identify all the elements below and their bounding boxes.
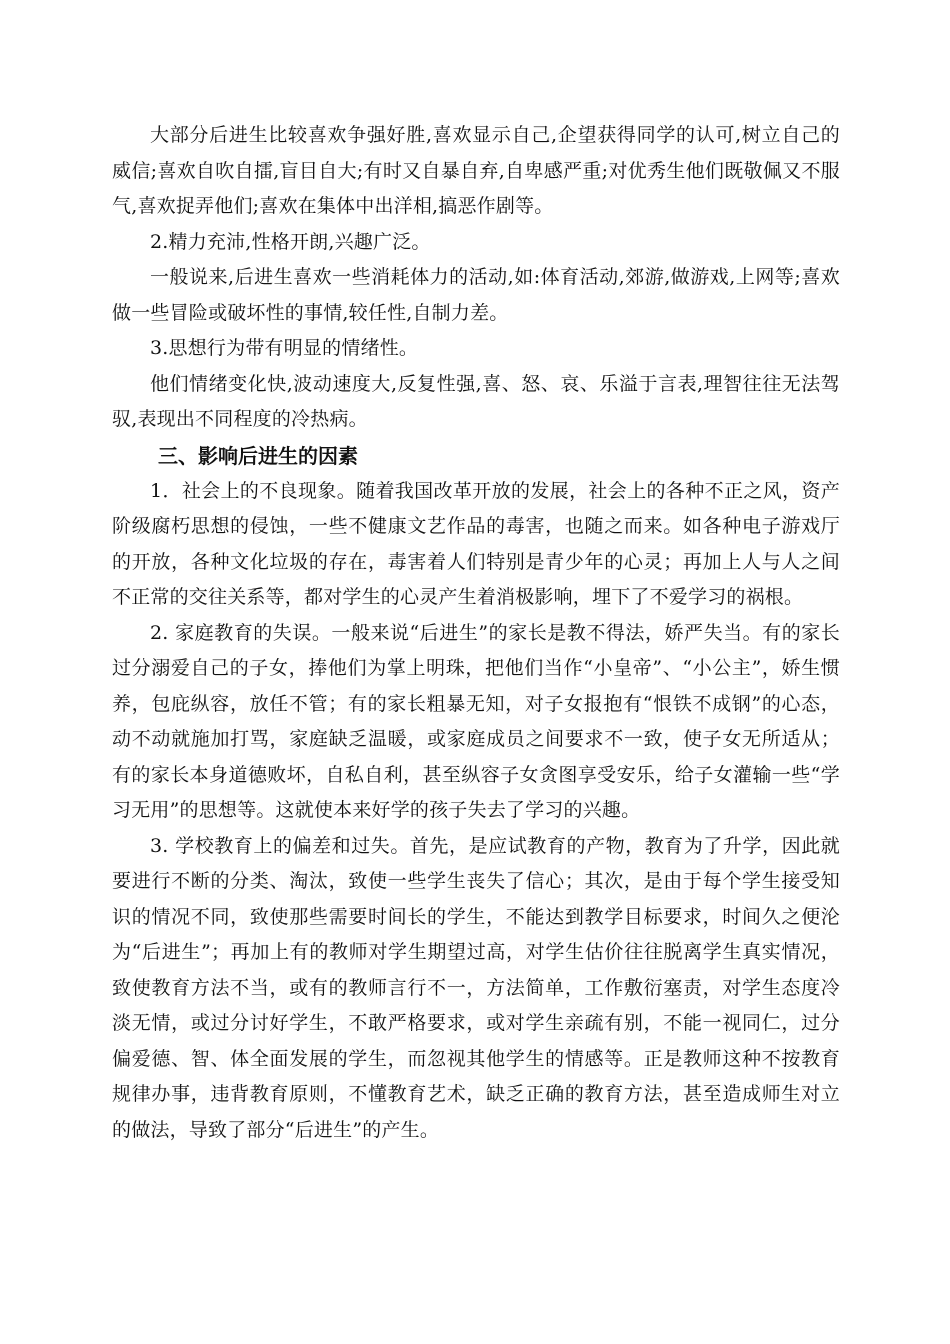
- paragraph-point-3-title: 3.思想行为带有明显的情绪性。: [150, 337, 419, 359]
- paragraph-point-3-body: 他们情绪变化快,波动速度大,反复性强,喜、怒、哀、乐溢于言表,理智往往无法驾驭,表现出不同程度的冷热病。: [112, 372, 840, 430]
- section-heading: 三、影响后进生的因素: [158, 443, 358, 468]
- document-page: [112, 118, 840, 1148]
- paragraph-traits-summary: 大部分后进生比较喜欢争强好胜,喜欢显示自己,企望获得同学的认可,树立自己的威信;喜欢自吹自擂,盲目自大;有时又自暴自弃,自卑感严重;对优秀生他们既敬佩又不服气,喜欢捉弄他们;喜欢在集体中出洋相,搞恶作剧等。: [112, 124, 840, 217]
- paragraph-factor-society: 1．社会上的不良现象。随着我国改革开放的发展，社会上的各种不正之风，资产阶级腐朽思想的侵蚀，一些不健康文艺作品的毒害，也随之而来。如各种电子游戏厅的开放，各种文化垃圾的存在，毒害着人们特别是青少年的心灵；再加上人与人之间不正常的交往关系等，都对学生的心灵产生着消极影响，埋下了不爱学习的祸根。: [112, 479, 840, 608]
- paragraph-factor-school: 3. 学校教育上的偏差和过失。首先，是应试教育的产物，教育为了升学，因此就要进行不断的分类、淘汰，致使一些学生丧失了信心；其次，是由于每个学生接受知识的情况不同，致使那些需要时间长的学生，不能达到教学目标要求，时间久之便沦为“后进生”；再加上有的教师对学生期望过高，对学生估价往往脱离学生真实情况，致使教育方法不当，或有的教师言行不一，方法简单，工作敷衍塞责，对学生态度冷淡无情，或过分讨好学生，不敢严格要求，或对学生亲疏有别，不能一视同仁，过分偏爱德、智、体全面发展的学生，而忽视其他学生的情感等。正是教师这种不按教育规律办事，违背教育原则，不懂教育艺术，缺乏正确的教育方法，甚至造成师生对立的做法，导致了部分“后进生”的产生。: [112, 834, 840, 1141]
- paragraph-point-2-title: 2.精力充沛,性格开朗,兴趣广泛。: [150, 230, 431, 253]
- paragraph-factor-family: 2. 家庭教育的失误。一般来说“后进生”的家长是教不得法，娇严失当。有的家长过分溺爱自己的子女，捧他们为掌上明珠，把他们当作“小皇帝”、“小公主”，娇生惯养，包庇纵容，放任不管；有的家长粗暴无知，对子女报抱有“恨铁不成钢”的心态，动不动就施加打骂，家庭缺乏温暖，或家庭成员之间要求不一致，使子女无所适从；有的家长本身道德败坏，自私自利，甚至纵容子女贪图享受安乐，给子女灌输一些“学习无用”的思想等。这就使本来好学的孩子失去了学习的兴趣。: [112, 621, 840, 821]
- paragraph-point-2-body: 一般说来,后进生喜欢一些消耗体力的活动,如:体育活动,郊游,做游戏,上网等;喜欢做一些冒险或破坏性的事情,较任性,自制力差。: [112, 266, 840, 324]
